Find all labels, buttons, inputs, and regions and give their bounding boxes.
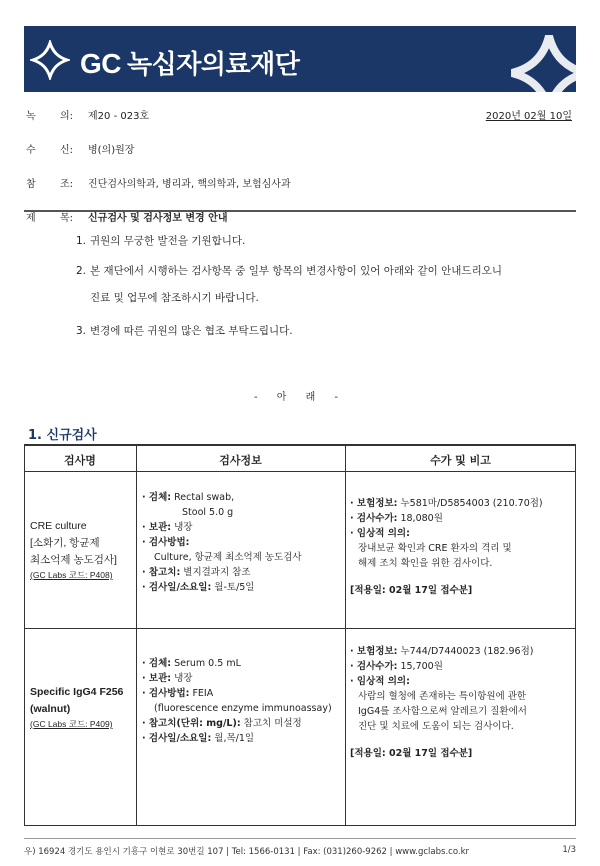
fee-notes-cell [350,496,543,598]
test-code: (GC Labs 코드: P408) [30,570,113,580]
specimen-label: · 검체: [142,658,172,669]
fee-value: 18,080원 [400,513,443,524]
paragraph-2-continued: 진료 및 업무에 참조하시기 바랍니다. [90,292,259,304]
clinical-significance-label: · 임상적 의의: [350,676,410,687]
test-name-cell [30,684,123,730]
reference-value: 별지결과지 참조 [183,567,251,578]
table-border-right [575,446,576,826]
test-code: (GC Labs 코드: P409) [30,719,113,729]
storage-label: · 보관: [142,673,172,684]
apply-date: [적용일: 02월 17일 접수분] [350,585,473,596]
paragraph-2-text: 본 재단에서 시행하는 검사항목 중 일부 항목의 변경사항이 있어 아래와 같이 안내드리오니 [90,265,503,277]
apply-date: [적용일: 02월 17일 접수분] [350,748,473,759]
footer [24,845,576,857]
storage-label: · 보관: [142,522,172,533]
method-label: · 검사방법: [142,688,190,699]
doc-number-label-2: 의: [60,111,74,122]
doc-date: 2020년 02월 10일 [485,111,572,122]
doc-number-row [24,104,576,138]
insurance-value: 누744/D7440023 (182.96점) [400,646,534,657]
paragraph-1-text: 귀원의 무궁한 발전을 기원합니다. [90,235,246,247]
paragraph-2 [76,264,502,278]
paragraph-3 [76,324,293,338]
specimen-label: · 검체: [142,492,172,503]
test-days-value: 월,목/1일 [214,733,255,744]
header-test-info: 검사정보 [219,454,262,467]
subject-label-1: 제 [26,213,36,224]
clinical-significance-text: 해제 조치 확인을 위한 검사이다. [358,558,493,569]
test-info-cell [142,656,332,746]
method-value-2: (fluorescence enzyme immunoassay) [154,703,332,714]
doc-number-label-1: 녹 [26,111,36,122]
clinical-significance-text: 사람의 혈청에 존재하는 특이항원에 관한 [358,691,527,702]
brand-name [80,44,299,81]
gc-cross-logo-icon [30,40,70,80]
memo-header [24,104,576,240]
specimen-value: Rectal swab, [174,492,235,503]
paragraph-3-text: 변경에 따른 귀원의 많은 협조 부탁드립니다. [90,325,293,337]
reference-value: 참고치 미설정 [243,718,302,729]
paragraph-2-number: 2. [76,265,87,277]
clinical-significance-text: 장내보균 확인과 CRE 환자의 격리 및 [358,543,512,554]
footer-divider [24,838,576,839]
insurance-label: · 보험정보: [350,646,398,657]
header-banner [24,26,576,92]
insurance-label: · 보험정보: [350,498,398,509]
test-days-label: · 검사일/소요일: [142,582,212,593]
doc-number: 제20 - 023호 [88,111,150,122]
fee-value: 15,700원 [400,661,443,672]
fee-notes-cell [350,644,533,761]
storage-value: 냉장 [174,673,193,684]
reference-value-label: · 참고치(단위: mg/L): [142,718,241,729]
header-fee-notes: 수가 및 비고 [430,454,491,467]
recipient-label-1: 수 [26,145,36,156]
clinical-significance-text: IgG4를 조사함으로써 알레르기 질환에서 [358,706,527,717]
footer-contact: 우) 16924 경기도 용인시 기흥구 이현로 30번길 107 | Tel: 1566-0131 | Fax: (031)260-9262 | www.gclabs.co.kr [24,847,469,857]
method-label: · 검사방법: [142,537,190,548]
specimen-value-2: Stool 5.0 g [182,507,234,518]
test-name-line: [소화기, 항균제 [30,537,100,549]
test-days-value: 월-토/5일 [214,582,255,593]
header-test-name: 검사명 [64,454,96,467]
method-value: Culture, 항균제 최소억제 농도검사 [154,552,302,563]
table-row-divider [24,628,576,629]
subject-label-2: 목: [60,213,74,224]
test-days-label: · 검사일/소요일: [142,733,212,744]
paragraph-1 [76,234,245,248]
reference-row [24,172,576,206]
reference: 진단검사의학과, 병리과, 핵의학과, 보험심사과 [88,179,291,190]
below-marker: - 아 래 - [253,392,347,403]
table-column-divider-1 [136,446,137,826]
decorative-cross-icon [504,28,576,92]
reference-value-label: · 참고치: [142,567,181,578]
clinical-significance-text: 진단 및 치료에 도움이 되는 검사이다. [358,721,514,732]
page-number: 1/3 [562,845,576,855]
insurance-value: 누581마/D5854003 (210.70점) [400,498,543,509]
paragraph-3-number: 3. [76,325,87,337]
test-name-cell [30,518,117,581]
table-header-row [24,446,576,472]
reference-label-2: 조: [60,179,74,190]
test-name-line: Specific IgG4 F256 [30,686,124,698]
subject: 신규검사 및 검사정보 변경 안내 [88,213,228,224]
reference-label-1: 참 [26,179,36,190]
fee-label: · 검사수가: [350,661,398,672]
test-info-cell [142,490,302,595]
table-column-divider-2 [345,446,346,826]
test-name-line: 최소억제 농도검사] [30,554,117,566]
section-title: 1. 신규검사 [28,428,97,443]
clinical-significance-label: · 임상적 의의: [350,528,410,539]
method-value: FEIA [192,688,214,699]
recipient-row [24,138,576,172]
storage-value: 냉장 [174,522,193,533]
paragraph-1-number: 1. [76,235,87,247]
new-test-table [24,444,576,826]
recipient-label-2: 신: [60,145,74,156]
brand-foundation-name: 녹십자의료재단 [127,50,300,80]
recipient: 병(의)원장 [88,145,135,156]
specimen-value: Serum 0.5 mL [174,658,241,669]
brand-gc: GC [80,48,121,79]
table-border-left [24,446,25,826]
fee-label: · 검사수가: [350,513,398,524]
memo-divider [24,210,576,212]
test-name-line: CRE culture [30,520,87,532]
test-name-line: (walnut) [30,703,71,715]
